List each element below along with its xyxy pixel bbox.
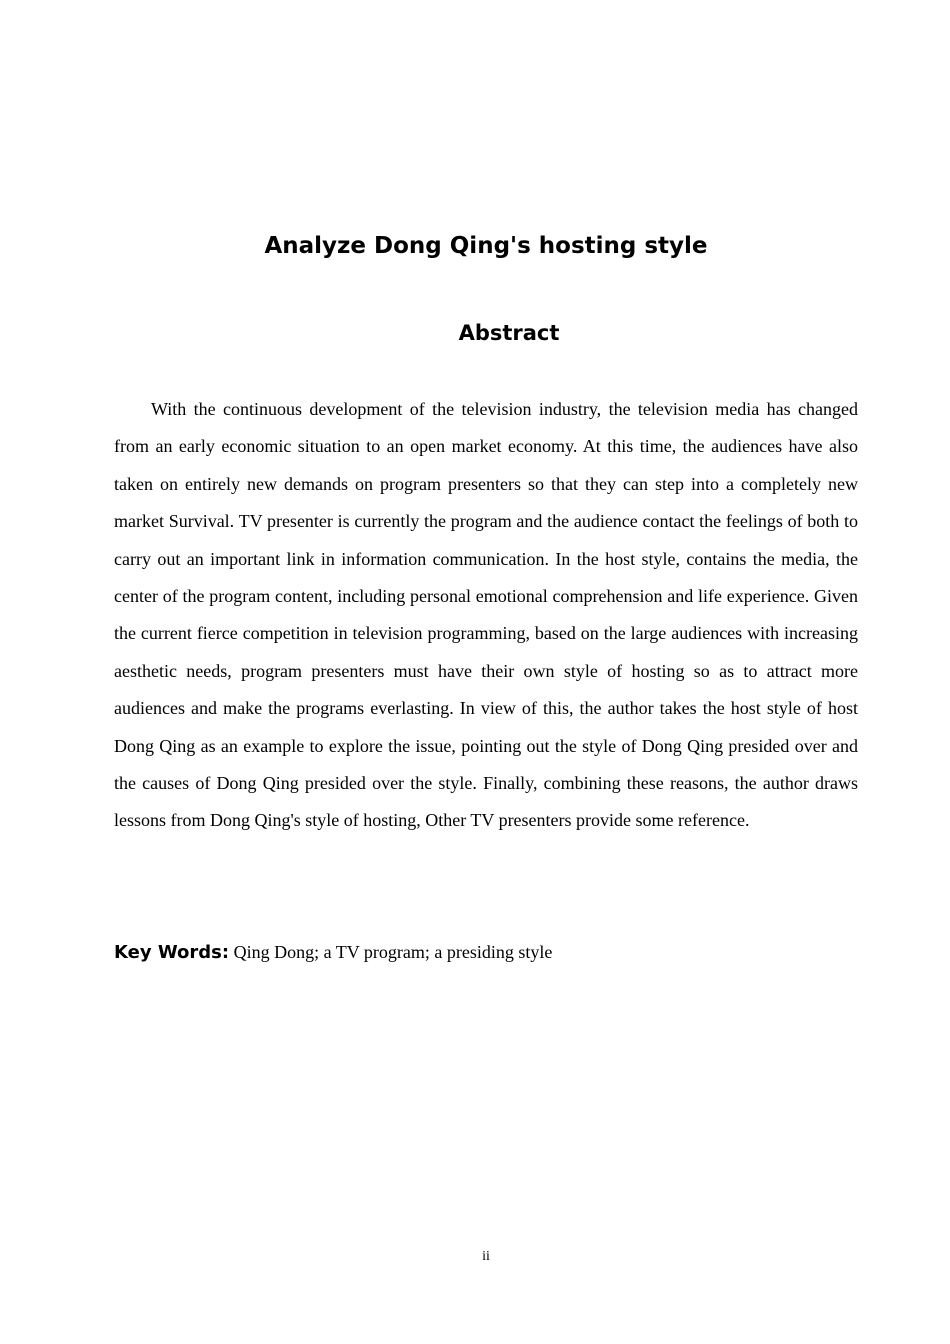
keywords-line (114, 935, 858, 970)
keywords-value: Qing Dong; a TV program; a presiding style (229, 942, 553, 962)
document-title: Analyze Dong Qing's hosting style (264, 233, 708, 259)
page-number: ii (482, 1249, 490, 1264)
keywords-label: Key Words: (114, 942, 230, 963)
abstract-paragraph: With the continuous development of the television industry, the television media has changed from an early economic situation to an open market economy. At this time, the audiences have also taken on entirely new demands on program presenters so that they can step into a completely new market Survival. TV presenter is currently the program and the audience contact the feelings of both to carry out an important link in information communication. In the host style, contains the media, the center of the program content, including personal emotional comprehension and life experience. Given the current fierce competition in television programming, based on the large audiences with increasing aesthetic needs, program presenters must have their own style of hosting so as to attract more audiences and make the programs everlasting. In view of this, the author takes the host style of host Dong Qing as an example to explore the issue, pointing out the style of Dong Qing presided over and the causes of Dong Qing presided over the style. Finally, combining these reasons, the author draws lessons from Dong Qing's style of hosting, Other TV presenters provide some reference. (114, 399, 858, 831)
abstract-heading: Abstract (458, 321, 560, 345)
